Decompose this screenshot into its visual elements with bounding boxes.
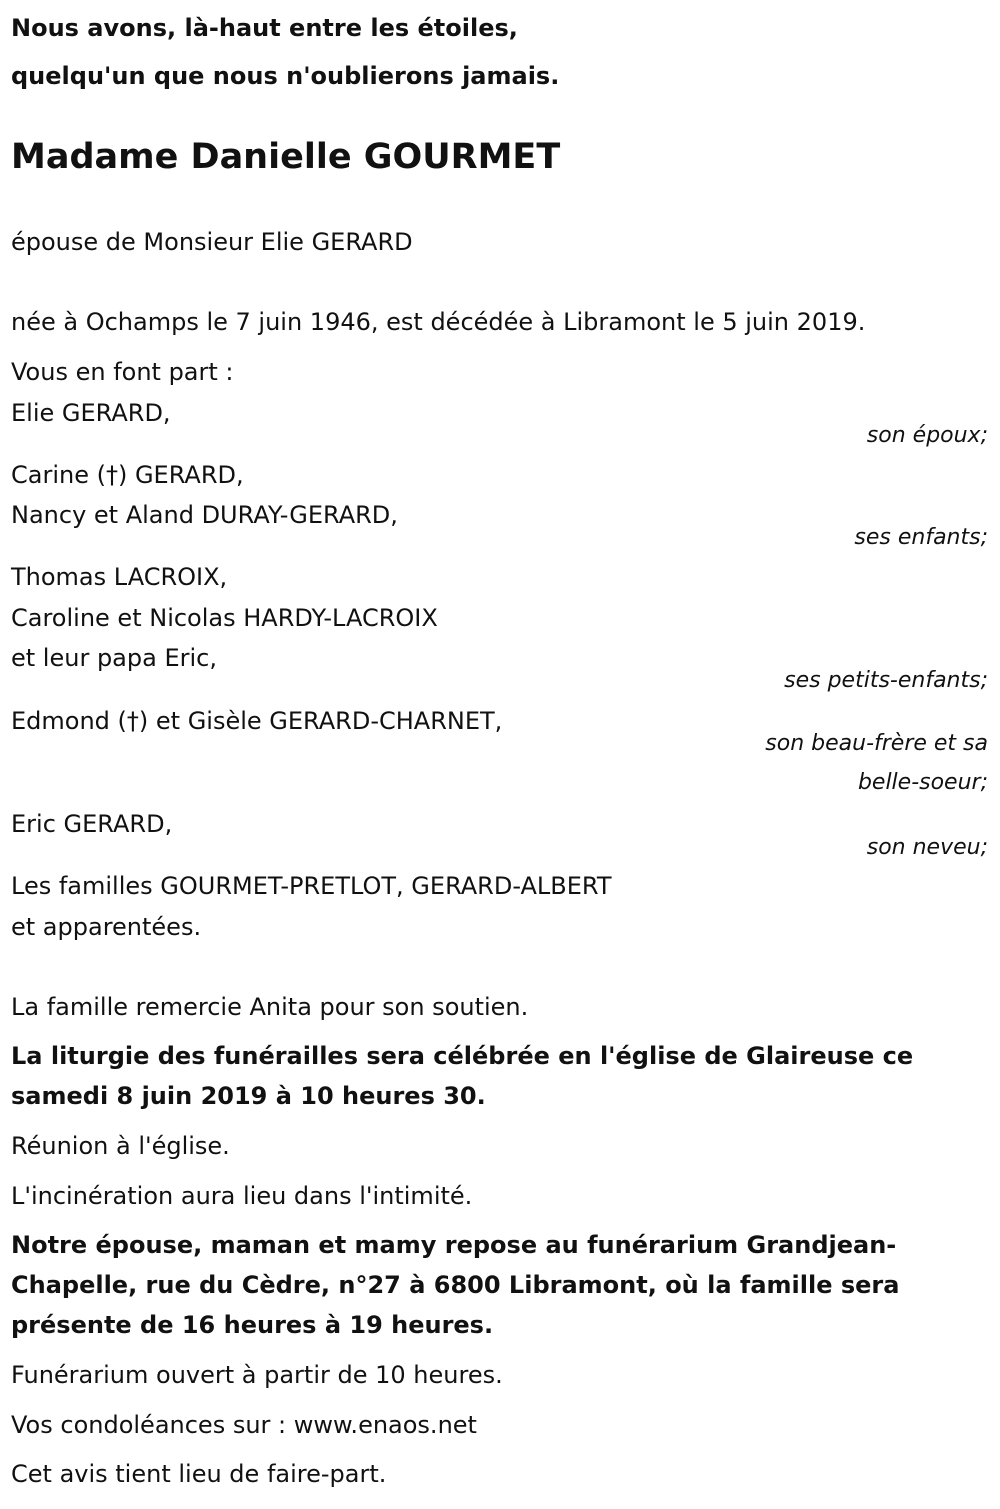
family-name-line: Caroline et Nicolas HARDY-LACROIX: [11, 604, 438, 632]
opening-hours-line: Funérarium ouvert à partir de 10 heures.: [11, 1361, 503, 1389]
liturgy-line-1: La liturgie des funérailles sera célébrée en l'église de Glaireuse ce: [11, 1042, 914, 1070]
family-relation: son époux;: [866, 423, 988, 448]
notice-line: Cet avis tient lieu de faire-part.: [11, 1460, 387, 1488]
liturgy-line-2: samedi 8 juin 2019 à 10 heures 30.: [11, 1082, 486, 1110]
family-relation: ses petits-enfants;: [784, 668, 988, 693]
family-name-line: et leur papa Eric,: [11, 644, 217, 672]
family-name-line: Les familles GOURMET-PRETLOT, GERARD-ALBERT: [11, 872, 612, 900]
announcement-intro: Vous en font part :: [11, 358, 234, 386]
deceased-name: Madame Danielle GOURMET: [11, 137, 561, 177]
family-relation: belle-soeur;: [857, 770, 988, 795]
family-name-line: Edmond (†) et Gisèle GERARD-CHARNET,: [11, 707, 503, 735]
family-name-line: Nancy et Aland DURAY-GERARD,: [11, 501, 398, 529]
condolences-line: Vos condoléances sur : www.enaos.net: [11, 1411, 477, 1439]
meeting-line: Réunion à l'église.: [11, 1132, 230, 1160]
birth-death-line: née à Ochamps le 7 juin 1946, est décédée à Libramont le 5 juin 2019.: [11, 308, 866, 336]
family-name-line: Carine (†) GERARD,: [11, 461, 244, 489]
spouse-line: épouse de Monsieur Elie GERARD: [11, 228, 413, 256]
family-name-line: et apparentées.: [11, 913, 202, 941]
funerarium-line-3: présente de 16 heures à 19 heures.: [11, 1311, 494, 1339]
funerarium-line-2: Chapelle, rue du Cèdre, n°27 à 6800 Libramont, où la famille sera: [11, 1271, 900, 1299]
funerarium-line-1: Notre épouse, maman et mamy repose au funérarium Grandjean-: [11, 1231, 897, 1259]
thanks-line: La famille remercie Anita pour son soutien.: [11, 993, 529, 1021]
cremation-line: L'incinération aura lieu dans l'intimité.: [11, 1182, 473, 1210]
family-relation: son beau-frère et sa: [765, 731, 988, 756]
epitaph-line-2: quelqu'un que nous n'oublierons jamais.: [11, 62, 560, 90]
family-name-line: Thomas LACROIX,: [11, 563, 228, 591]
family-name-line: Eric GERARD,: [11, 810, 173, 838]
family-name-line: Elie GERARD,: [11, 399, 171, 427]
family-relation: son neveu;: [866, 835, 988, 860]
family-relation: ses enfants;: [854, 525, 988, 550]
epitaph-line-1: Nous avons, là-haut entre les étoiles,: [11, 14, 518, 42]
